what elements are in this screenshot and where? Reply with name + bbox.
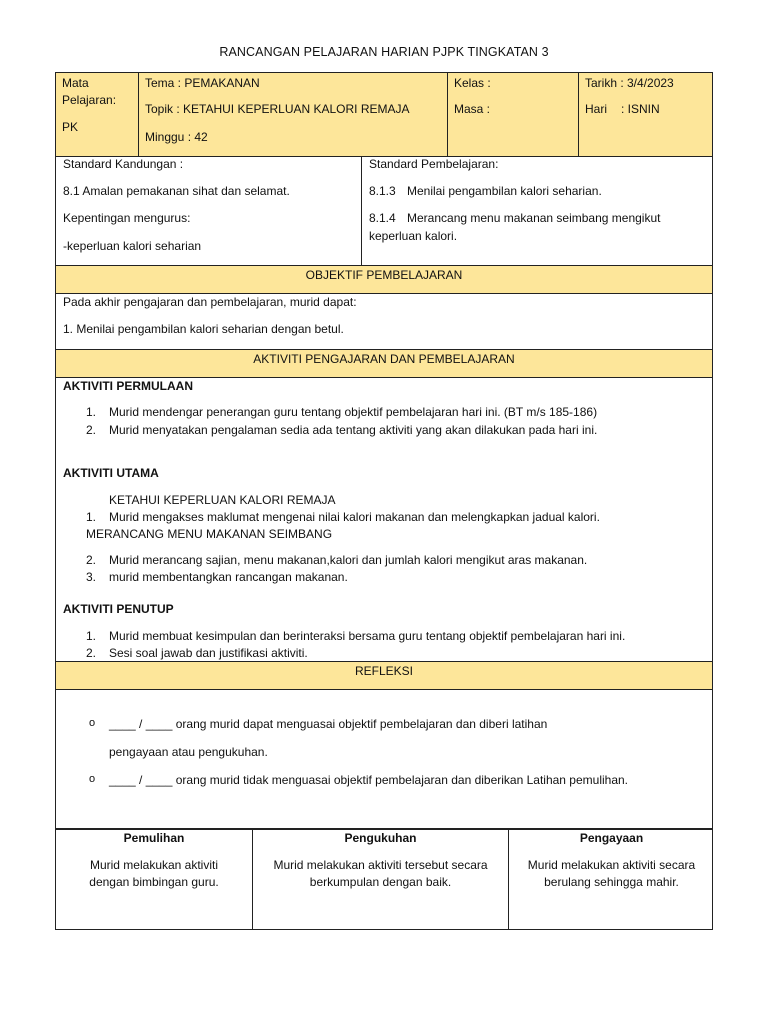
pembelajaran-1-text: Menilai pengambilan kalori seharian. — [407, 184, 602, 198]
objektif-box — [55, 294, 713, 350]
permulaan-2-num: 2. — [86, 423, 97, 437]
objektif-item-1: 1. Menilai pengambilan kalori seharian dengan betul. — [63, 322, 344, 336]
subject-label-2: Pelajaran: — [62, 93, 117, 107]
kandungan-1: 8.1 Amalan pemakanan sihat dan selamat. — [63, 184, 290, 198]
masa: Masa : — [454, 102, 491, 116]
utama-2-num: 2. — [86, 553, 97, 567]
utama-sub-1: KETAHUI KEPERLUAN KALORI REMAJA — [109, 493, 336, 507]
pemulihan-line-1: Murid melakukan aktiviti — [89, 858, 219, 872]
objektif-intro: Pada akhir pengajaran dan pembelajaran, murid dapat: — [63, 295, 357, 309]
standard-kandungan — [56, 156, 361, 265]
refleksi-item-1b: pengayaan atau pengukuhan. — [109, 745, 268, 759]
hari-label: Hari — [585, 102, 608, 116]
pemulihan-line-2: dengan bimbingan guru. — [89, 875, 219, 889]
permulaan-title — [63, 379, 193, 393]
penutup-1-num: 1. — [86, 629, 97, 643]
pembelajaran-2-text-a: Merancang menu makanan seimbang mengikut — [407, 211, 661, 225]
refleksi-heading: REFLEKSI — [55, 662, 713, 690]
pembelajaran-1-num: 8.1.3 — [369, 184, 396, 198]
pengayaan-title: Pengayaan — [579, 831, 644, 845]
class-cell — [447, 73, 578, 156]
theme-cell — [138, 73, 447, 156]
pengayaan-cell — [508, 829, 714, 929]
penutup-1-text: Murid membuat kesimpulan dan berinteraksi bersama guru tentang objektif pembelajaran hari ini. — [109, 629, 626, 643]
pengayaan-line-1: Murid melakukan aktiviti secara — [527, 858, 696, 872]
penutup-2-text: Sesi soal jawab dan justifikasi aktiviti. — [109, 646, 308, 660]
refleksi-item-2: ____ / ____ orang murid tidak menguasai objektif pembelajaran dan diberikan Latihan pemulihan. — [109, 773, 629, 787]
tarikh: Tarikh : 3/4/2023 — [585, 76, 674, 90]
pengayaan-line-2: berulang sehingga mahir. — [544, 875, 679, 889]
kelas: Kelas : — [454, 76, 491, 90]
pemulihan-title: Pemulihan — [123, 831, 185, 845]
utama-3-num: 3. — [86, 570, 97, 584]
followup-table — [55, 829, 713, 930]
subject-cell — [56, 73, 138, 156]
refleksi-item-1a: ____ / ____ orang murid dapat menguasai objektif pembelajaran dan diberi latihan — [109, 717, 548, 731]
utama-3-text: murid membentangkan rancangan makanan. — [109, 570, 348, 584]
pengukuhan-title: Pengukuhan — [344, 831, 417, 845]
subject-label-1: Mata — [62, 76, 89, 90]
standard-pembelajaran — [361, 156, 714, 265]
hari-value: : ISNIN — [621, 102, 660, 116]
penutup-title-text: AKTIVITI PENUTUP — [63, 602, 174, 616]
document-title: RANCANGAN PELAJARAN HARIAN PJPK TINGKATAN 3 — [219, 45, 549, 59]
utama-sub-2: MERANCANG MENU MAKANAN SEIMBANG — [86, 527, 333, 541]
objektif-heading: OBJEKTIF PEMBELAJARAN — [55, 266, 713, 294]
permulaan-1-num: 1. — [86, 405, 97, 419]
pembelajaran-title: Standard Pembelajaran: — [369, 157, 499, 171]
pemulihan-cell — [56, 829, 252, 929]
minggu: Minggu : 42 — [145, 130, 208, 144]
topik: Topik : KETAHUI KEPERLUAN KALORI REMAJA — [145, 102, 410, 116]
utama-title — [63, 466, 159, 480]
penutup-2-num: 2. — [86, 646, 97, 660]
kandungan-2: Kepentingan mengurus: — [63, 211, 191, 225]
refleksi-bullet-1: o — [89, 717, 96, 729]
pembelajaran-2-num: 8.1.4 — [369, 211, 396, 225]
date-cell — [578, 73, 714, 156]
kandungan-3: -keperluan kalori seharian — [63, 239, 202, 253]
tema: Tema : PEMAKANAN — [145, 76, 260, 90]
pengukuhan-cell — [252, 829, 508, 929]
utama-title-text: AKTIVITI UTAMA — [63, 466, 159, 480]
pembelajaran-2-text-b: keperluan kalori. — [369, 229, 458, 243]
refleksi-box — [55, 690, 713, 829]
permulaan-1-text: Murid mendengar penerangan guru tentang objektif pembelajaran hari ini. (BT m/s 185-186) — [109, 405, 598, 419]
aktiviti-heading: AKTIVITI PENGAJARAN DAN PEMBELAJARAN — [55, 350, 713, 378]
header-table — [55, 72, 713, 157]
subject-value: PK — [62, 120, 79, 134]
utama-1-text: Murid mengakses maklumat mengenai nilai kalori makanan dan melengkapkan jadual kalori. — [109, 510, 600, 524]
kandungan-title: Standard Kandungan : — [63, 157, 184, 171]
permulaan-2-text: Murid menyatakan pengalaman sedia ada tentang aktiviti yang akan dilakukan pada hari ini. — [109, 423, 598, 437]
pengukuhan-line-1: Murid melakukan aktiviti tersebut secara — [273, 858, 488, 872]
refleksi-bullet-2: o — [89, 773, 96, 785]
utama-2-text: Murid merancang sajian, menu makanan,kalori dan jumlah kalori mengikut aras makanan. — [109, 553, 588, 567]
utama-1-num: 1. — [86, 510, 97, 524]
aktiviti-box — [55, 378, 713, 662]
permulaan-title-text: AKTIVITI PERMULAAN — [63, 379, 193, 393]
pengukuhan-line-2: berkumpulan dengan baik. — [309, 875, 452, 889]
standards-table — [55, 156, 713, 266]
penutup-title — [63, 602, 174, 616]
